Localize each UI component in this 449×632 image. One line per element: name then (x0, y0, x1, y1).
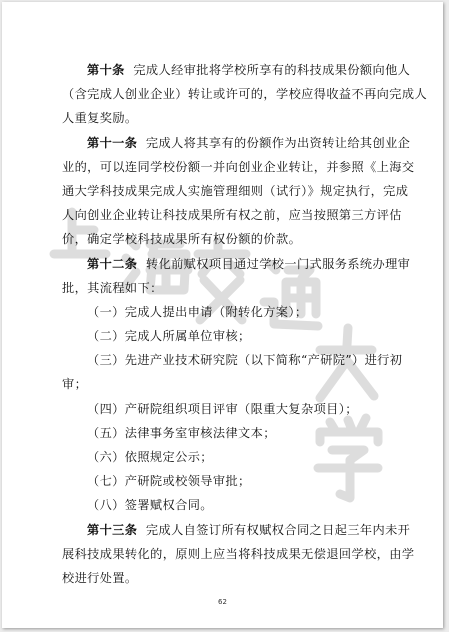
text-line: 第十二条 转化前赋权项目通过学校一门式服务系统办理审 (87, 256, 411, 271)
text-line: 校进行处置。 (62, 570, 138, 585)
text-line: 人向创业企业转让科技成果所有权之前，应当按照第三方评估 (62, 208, 402, 223)
list-item: （一）完成人提出申请（附转化方案）； (87, 304, 308, 319)
text-line: 批，其流程如下： (62, 280, 163, 295)
text-line: 人重复奖励。 (62, 111, 138, 126)
text-line: 通大学科技成果完成人实施管理细则（试行）》规定执行，完成 (62, 183, 409, 198)
list-item: （八）签署赋权合同。 (87, 498, 213, 513)
text-line: 价，确定学校科技成果所有权份额的价款。 (62, 232, 302, 247)
article-number: 第十三条 (87, 522, 138, 537)
text-line: 审； (62, 377, 88, 392)
text-line: （含完成人创业企业）转让或许可的，学校应得收益不再向完成人 (62, 87, 428, 102)
list-item: （六）依照规定公示； (87, 450, 213, 464)
article-number: 第十一条 (87, 135, 138, 150)
list-item: （二）完成人所属单位审核； (87, 329, 251, 344)
text-line: 第十三条 完成人自签订所有权赋权合同之日起三年内未开 (87, 522, 411, 537)
article-number: 第十条 (87, 63, 125, 77)
text-line: 第十条 完成人经审批将学校所享有的科技成果份额向他人 (87, 63, 411, 77)
document-page (2, 2, 443, 628)
list-item: （四）产研院组织项目评审（限重大复杂项目）； (87, 401, 358, 416)
text-line: 业的，可以连同学校份额一并向创业企业转让，并参照《上海交 (62, 159, 415, 174)
list-item: （七）产研院或校领导审批； (87, 474, 251, 489)
article-number: 第十二条 (87, 256, 138, 271)
text-line: 第十一条 完成人将其享有的份额作为出资转让给其创业企 (87, 135, 411, 150)
list-item: （五）法律事务室审核法律文本； (87, 425, 276, 440)
page-number: 62 (218, 598, 227, 606)
list-item: （三）先进产业技术研究院（以下简称“产研院”）进行初 (87, 353, 403, 368)
text-line: 展科技成果转化的，原则上应当将科技成果无偿退回学校，由学 (62, 546, 415, 561)
document-body (62, 58, 428, 590)
